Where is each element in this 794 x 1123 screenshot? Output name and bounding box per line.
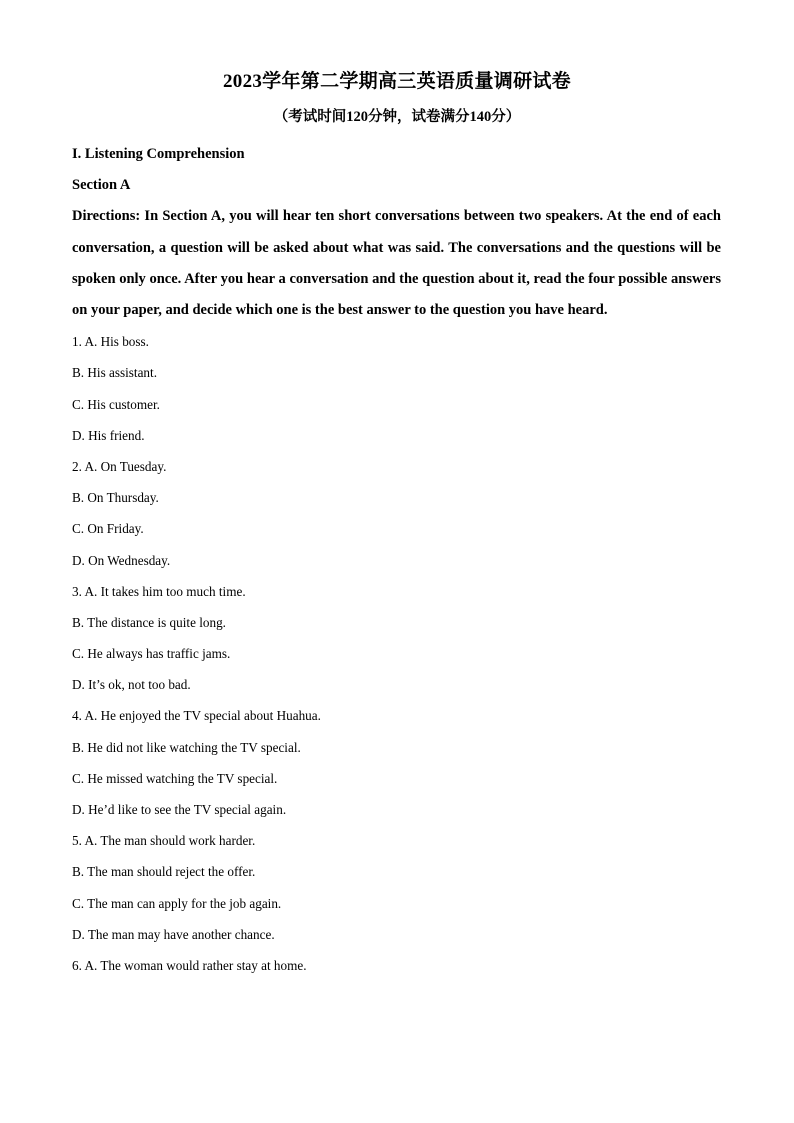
- option-line-q1-a: 1. A. His boss.: [72, 334, 149, 350]
- section-heading: Section A: [72, 177, 131, 194]
- option-line-q5-a: 5. A. The man should work harder.: [72, 833, 256, 849]
- option-line-q4-a: 4. A. He enjoyed the TV special about Huahua.: [72, 708, 321, 724]
- exam-title: 2023学年第二学期高三英语质量调研试卷: [222, 71, 571, 92]
- option-line-q4-b: B. He did not like watching the TV special.: [72, 739, 301, 755]
- option-line-q2-a: 2. A. On Tuesday.: [72, 458, 167, 474]
- option-line-q1-b: B. His assistant.: [72, 365, 157, 381]
- option-line-q5-d: D. The man may have another chance.: [72, 926, 275, 942]
- option-line-q6-a: 6. A. The woman would rather stay at home.: [72, 957, 307, 973]
- option-line-q1-c: C. His customer.: [72, 396, 160, 412]
- option-line-q3-b: B. The distance is quite long.: [72, 614, 226, 630]
- exam-content: [72, 139, 721, 981]
- directions-paragraph: Directions: In Section A, you will hear ten short conversations between two speakers. At the end of each conversation, a question will be asked about what was said. The conversations and the questions will be spoken only once. After you hear a conversation and the question about it, read the four possible answers on your paper, and decide which one is the best answer to the question you have heard.: [72, 208, 721, 319]
- option-line-q2-b: B. On Thursday.: [72, 490, 159, 506]
- option-line-q3-c: C. He always has traffic jams.: [72, 646, 231, 662]
- option-line-q3-d: D. It’s ok, not too bad.: [72, 677, 191, 693]
- option-line-q2-d: D. On Wednesday.: [72, 552, 171, 568]
- part-heading: I. Listening Comprehension: [72, 146, 245, 162]
- option-line-q1-d: D. His friend.: [72, 427, 145, 443]
- exam-subtitle: （考试时间120分钟，试卷满分140分）: [273, 109, 521, 125]
- option-line-q4-d: D. He’d like to see the TV special again.: [72, 802, 287, 818]
- option-line-q5-b: B. The man should reject the offer.: [72, 864, 256, 880]
- option-line-q5-c: C. The man can apply for the job again.: [72, 895, 282, 911]
- option-line-q3-a: 3. A. It takes him too much time.: [72, 583, 246, 599]
- option-line-q4-c: C. He missed watching the TV special.: [72, 770, 278, 786]
- option-line-q2-c: C. On Friday.: [72, 521, 144, 537]
- answer-options-list: [72, 326, 721, 981]
